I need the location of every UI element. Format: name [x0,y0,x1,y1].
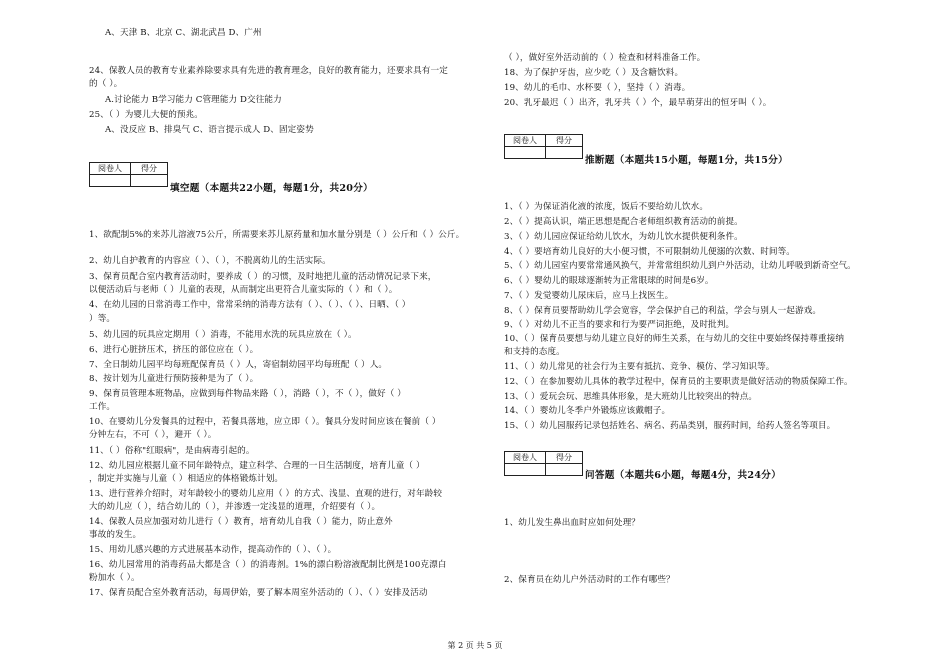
text-line: 分钟左右，不可（ ），避开（ ）。 [89,430,217,440]
grader-label: 阅卷人 [90,163,131,175]
fill-section-title: 填空题（本题共22小题，每题1分，共20分） [170,183,374,194]
text-line: A、天津 B、北京 C、湖北武昌 D、广州 [105,28,262,38]
text-line: 2、幼儿自护教育的内容应（ ）、（ ），不脱离幼儿的生活实际。 [89,256,331,266]
text-line: 20、乳牙最迟（ ）出齐，乳牙共（ ）个，最早萌芽出的恒牙叫（ ）。 [504,98,772,108]
text-line: （ ），做好室外活动前的（ ）检查和材料准备工作。 [504,53,706,63]
text-line: 2、保育员在幼儿户外活动时的工作有哪些？ [504,575,675,585]
text-line: 8、按计划为儿童进行预防接种是为了（ ）。 [89,374,259,384]
text-line: 9、（ ）对幼儿不正当的要求和行为要严词拒绝，及时批判。 [504,320,735,330]
text-line: 7、全日制幼儿园平均每班配保育员（ ）人，寄宿制幼园平均每班配（ ）人。 [89,360,388,370]
text-line: 2、（ ）提高认识，端正思想是配合老师组织教育活动的前提。 [504,217,743,227]
judge-score-box [504,134,583,159]
text-line: A、没反应 B、排臭气 C、语言提示成人 D、固定姿势 [105,125,314,135]
grader-cell [505,147,546,159]
text-line: 13、进行营养介绍时，对年龄较小的婴幼儿应用（ ）的方式、浅显、直观的进行，对年龄较 [89,489,443,499]
score-cell [546,464,583,476]
text-line: 1、幼儿发生鼻出血时应如何处理？ [504,518,640,528]
text-line: 6、进行心脏挤压术，挤压的部位应在（ ）。 [89,345,259,355]
text-line: 14、保教人员应加强对幼儿进行（ ）教育，培育幼儿自我（ ）能力，防止意外 [89,517,393,527]
text-line: 10、（ ）保育员要想与幼儿建立良好的师生关系，在与幼儿的交往中要始终保持尊重接纳 [504,334,845,344]
text-line: 11、（ ）俗称"红眼病"，是由病毒引起的。 [89,446,255,456]
text-line: 的（ ）。 [89,79,123,89]
text-line: 粉加水（ ）。 [89,573,140,583]
text-line: 事故的发生。 [89,530,142,540]
text-line: ，制定并实施与儿童（ ）相适应的体格锻炼计划。 [89,474,284,484]
text-line: 5、（ ）幼儿园室内要常常通风换气，并常常组织幼儿到户外活动，让幼儿呼吸到新奇空气。 [504,261,856,271]
qa-score-box [504,451,583,476]
text-line: 大的幼儿应（ ），结合幼儿的（ ），并渗透一定浅显的道理，介绍要有（ ）。 [89,502,381,512]
text-line: 25、（ ）为婴儿大便的预兆。 [89,110,203,120]
page-footer: 第 2 页 共 5 页 [447,641,503,650]
text-line: 1、（ ）为保证消化液的浓度，饭后不要给幼儿饮水。 [504,202,709,212]
judge-section-title: 推断题（本题共15小题，每题1分，共15分） [585,155,789,166]
grader-cell [505,464,546,476]
fill-score-box [89,162,168,187]
text-line: 10、在婴幼儿分发餐具的过程中，若餐具落地，应立即（ ）。餐具分发时间应该在餐前（ ） [89,417,441,427]
text-line: 3、（ ）幼儿园应保证给幼儿饮水，为幼儿饮水提供便利条件。 [504,232,743,242]
text-line: 5、幼儿园的玩具应定期用（ ）消毒，不能用水洗的玩具应放在（ ）。 [89,330,357,340]
text-line: 9、保育员管理本班物品，应做到每件物品来路（ ），消路（ ），不（ ），做好（ ） [89,389,406,399]
text-line: 19、幼儿的毛巾、水杯要（ ），坚持（ ）消毒。 [504,83,691,93]
qa-section-title: 问答题（本题共6小题，每题4分，共24分） [585,470,782,481]
score-label: 得分 [546,452,583,464]
grader-label: 阅卷人 [505,452,546,464]
text-line: 1、欲配制5%的来苏儿溶液75公斤，所需要来苏儿原药量和加水量分别是（ ）公斤和（ ）公斤。 [89,230,465,240]
score-label: 得分 [131,163,168,175]
score-label: 得分 [546,135,583,147]
text-line: 7、（ ）发觉婴幼儿尿床后，应马上找医生。 [504,291,674,301]
text-line: 15、用幼儿感兴趣的方式进展基本动作，提高动作的（ ）、（ ）。 [89,545,337,555]
text-line: 和支持的态度。 [504,347,565,357]
text-line: 12、（ ）在参加婴幼儿具体的教学过程中，保育员的主要职责是做好活动的物质保障工作。 [504,377,853,387]
text-line: 8、（ ）保育员要帮助幼儿学会宽容，学会保护自己的利益，学会与别人一起游戏。 [504,306,822,316]
text-line: 15、（ ）幼儿园服药记录包括姓名、病名、药品类别，服药时间，给药人签名等项目。 [504,421,836,431]
text-line: 17、保育员配合室外教育活动，每周伊始，要了解本周室外活动的（ ）、（ ）安排及活动 [89,588,428,598]
text-line: 18、为了保护牙齿，应少吃（ ）及含糖饮料。 [504,68,684,78]
text-line: 3、保育员配合室内教育活动时，要养成（ ）的习惯，及时地把儿童的活动情况记录下来， [89,272,437,282]
text-line: 工作。 [89,402,116,412]
text-line: A.讨论能力 B学习能力 C管理能力 D交往能力 [105,95,282,105]
text-line: 12、幼儿园应根据儿童不同年龄特点，建立科学、合理的一日生活制度，培育儿童（ ） [89,461,425,471]
text-line: 11、（ ）幼儿常见的社会行为主要有抵抗、竞争、模仿、学习知识等。 [504,362,775,372]
text-line: 以便活动后与老师（ ）儿童的表现，从而制定出更符合儿童实际的（ ）和（ ）。 [89,285,398,295]
text-line: 16、幼儿园常用的消毒药品大都是含（ ）的消毒剂。1%的漂白粉溶液配制比例是100克漂白 [89,560,447,570]
score-cell [131,175,168,187]
text-line: 24、保教人员的教育专业素养除要求具有先进的教育理念，良好的教育能力，还要求具有一定 [89,66,448,76]
text-line: 14、（ ）婴幼儿冬季户外锻炼应该戴帽子。 [504,406,671,416]
text-line: 6、（ ）婴幼儿的眼球逐渐转为正常眼球的时间是6岁。 [504,276,714,286]
grader-label: 阅卷人 [505,135,546,147]
text-line: 4、在幼儿园的日常消毒工作中，常常采纳的消毒方法有（ ）、（ ）、（ ）、日晒、（ ） [89,300,411,310]
text-line: 13、（ ）爱玩会玩、思维具体形象，是大班幼儿比较突出的特点。 [504,392,758,402]
text-line: ）等。 [89,314,116,324]
score-cell [546,147,583,159]
text-line: 4、（ ）要培育幼儿良好的大小便习惯，不可限制幼儿便溺的次数、时间等。 [504,247,795,257]
grader-cell [90,175,131,187]
